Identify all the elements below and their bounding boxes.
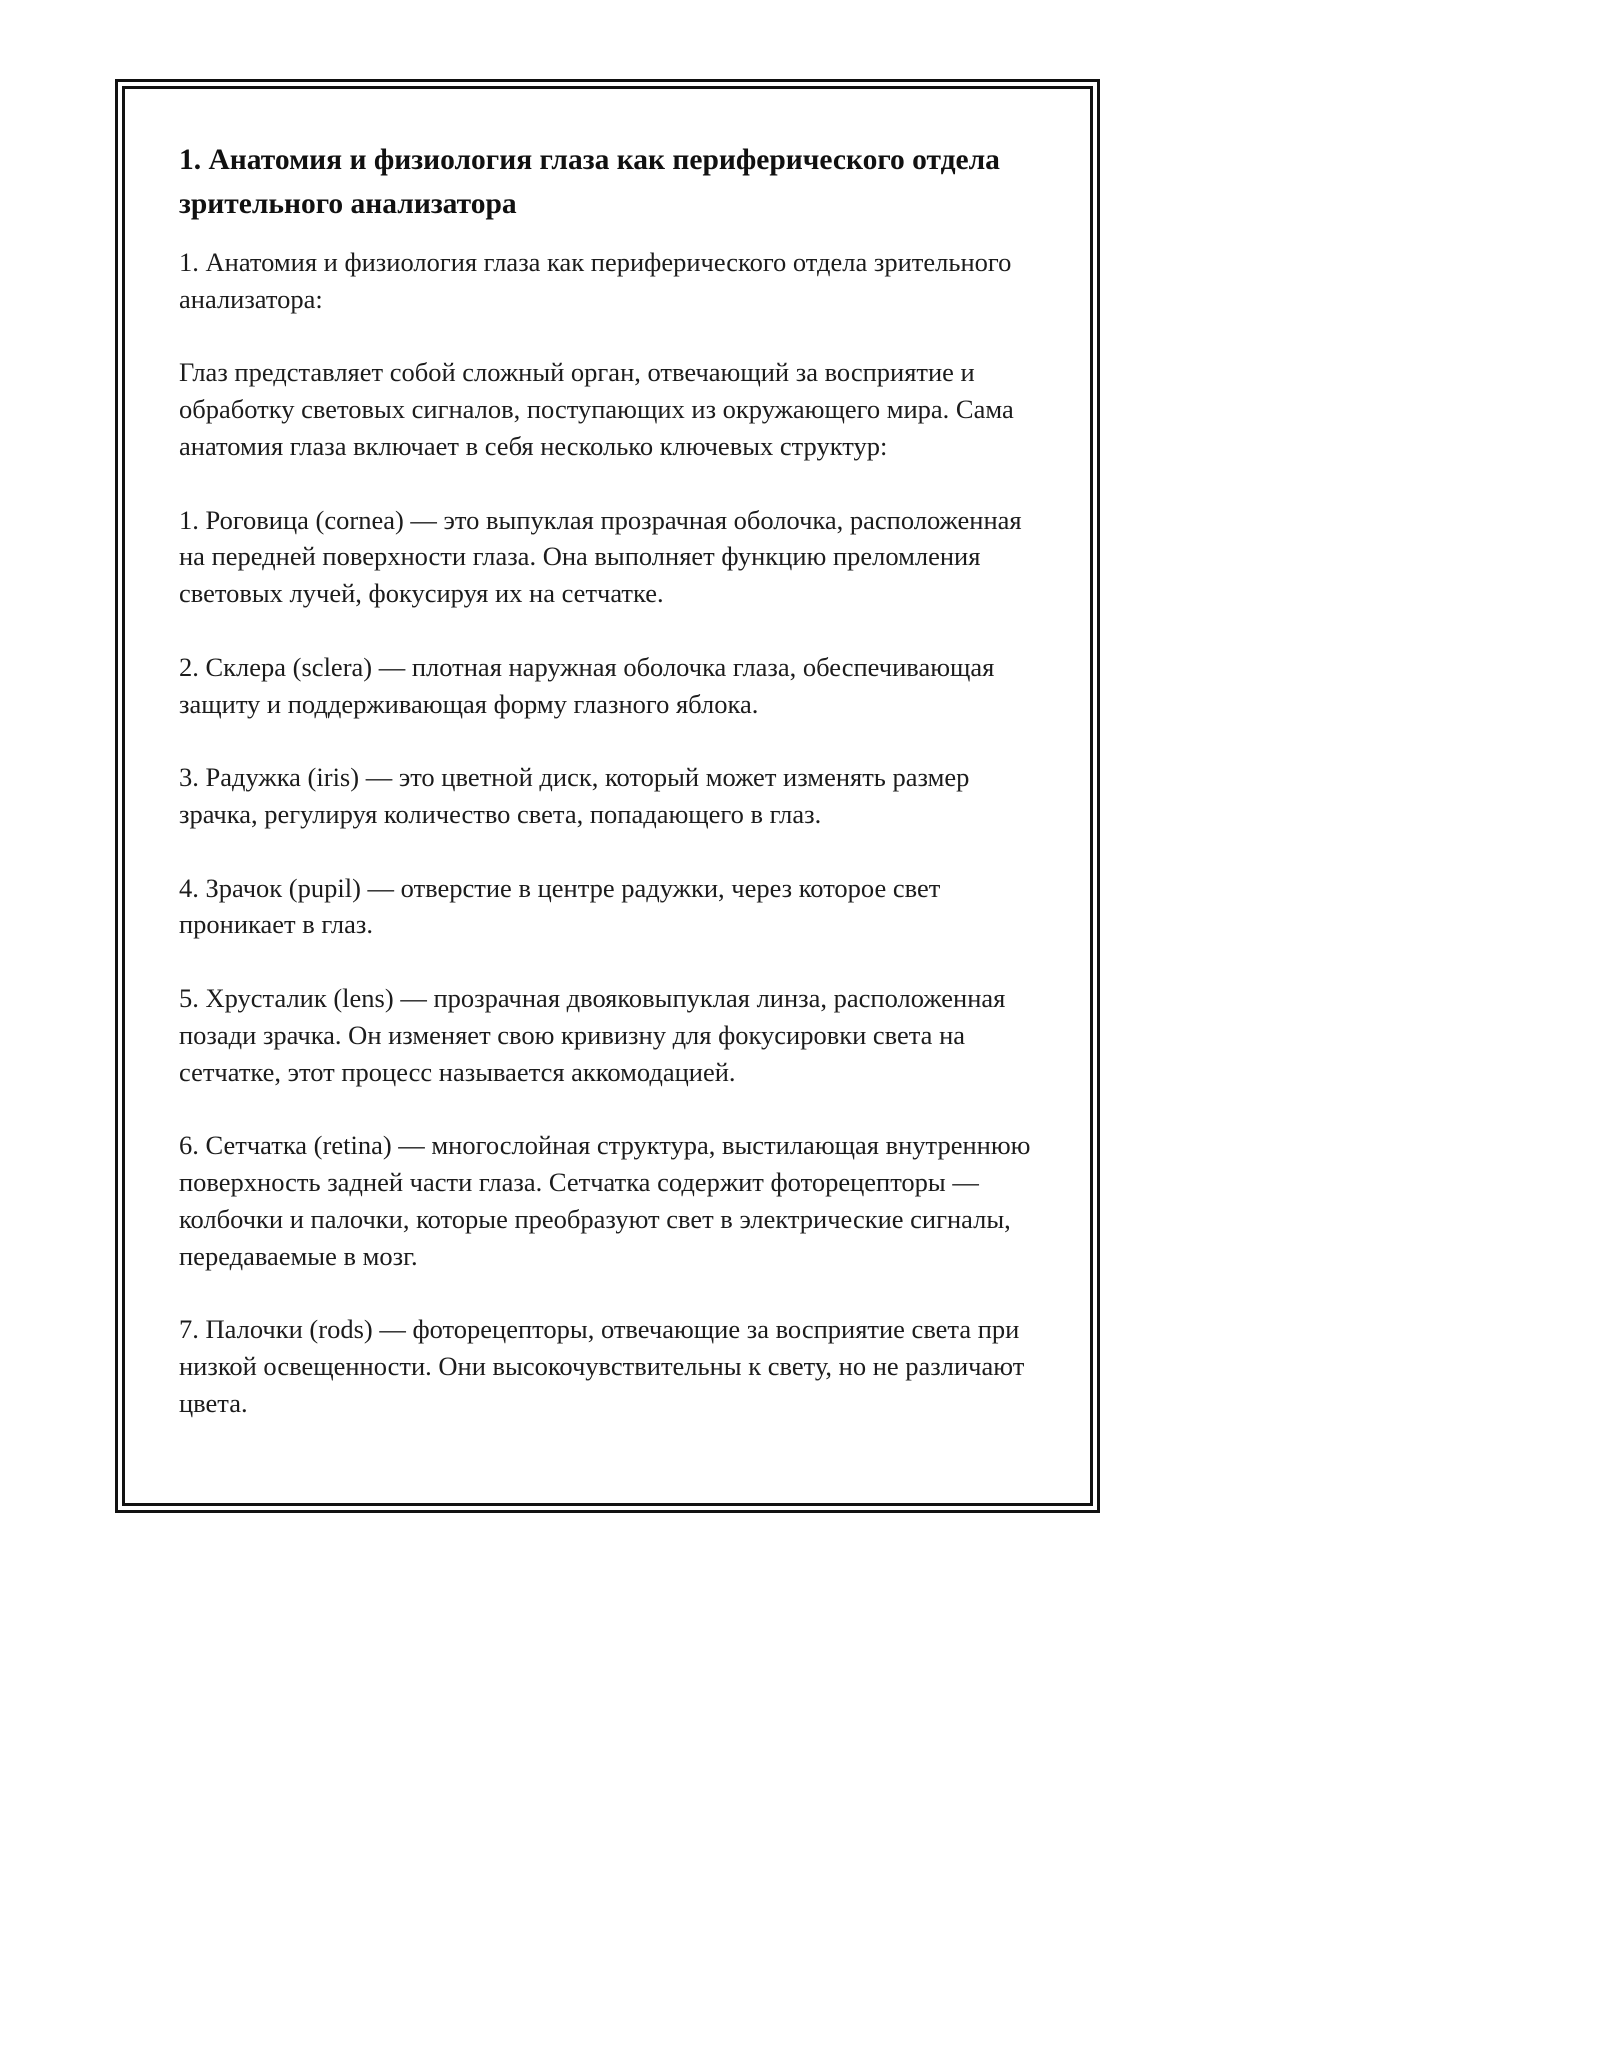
list-item-cornea: 1. Роговица (cornea) — это выпуклая прозрачная оболочка, расположенная на передней поверхности глаза. Она выполняет функцию преломления световых лучей, фокусируя их на сетчатке. — [179, 504, 1022, 609]
list-item-iris: 3. Радужка (iris) — это цветной диск, который может изменять размер зрачка, регулируя количество света, попадающего в глаз. — [179, 762, 970, 829]
document-title: 1. Анатомия и физиология глаза как периферического отдела зрительного анализатора — [179, 144, 1000, 220]
document-body — [179, 138, 1049, 1422]
list-item-pupil: 4. Зрачок (pupil) — отверстие в центре радужки, через которое свет проникает в глаз. — [179, 872, 941, 940]
list-item-rods: 7. Палочки (rods) — фоторецепторы, отвечающие за восприятие света при низкой освещенности. Они высокочувствительны к свету, но не различают цвета. — [179, 1314, 1025, 1418]
list-item-lens: 5. Хрусталик (lens) — прозрачная двояковыпуклая линза, расположенная позади зрачка. Он изменяет свою кривизну для фокусировки света на сетчатке, этот процесс называется аккомодацией. — [179, 982, 1006, 1087]
intro-paragraph: 1. Анатомия и физиология глаза как периферического отдела зрительного анализатора: — [179, 247, 1012, 314]
list-item-retina: 6. Сетчатка (retina) — многослойная структура, выстилающая внутреннюю поверхность задней части глаза. Сетчатка содержит фоторецепторы — колбочки и палочки, которые преобразуют свет в электрические сигналы, передаваемые в мозг. — [179, 1130, 1031, 1271]
overview-paragraph: Глаз представляет собой сложный орган, отвечающий за восприятие и обработку световых сигналов, поступающих из окружающего мира. Сама анатомия глаза включает в себя несколько ключевых структур: — [179, 357, 1014, 461]
list-item-sclera: 2. Склера (sclera) — плотная наружная оболочка глаза, обеспечивающая защиту и поддерживающая форму глазного яблока. — [179, 651, 995, 719]
